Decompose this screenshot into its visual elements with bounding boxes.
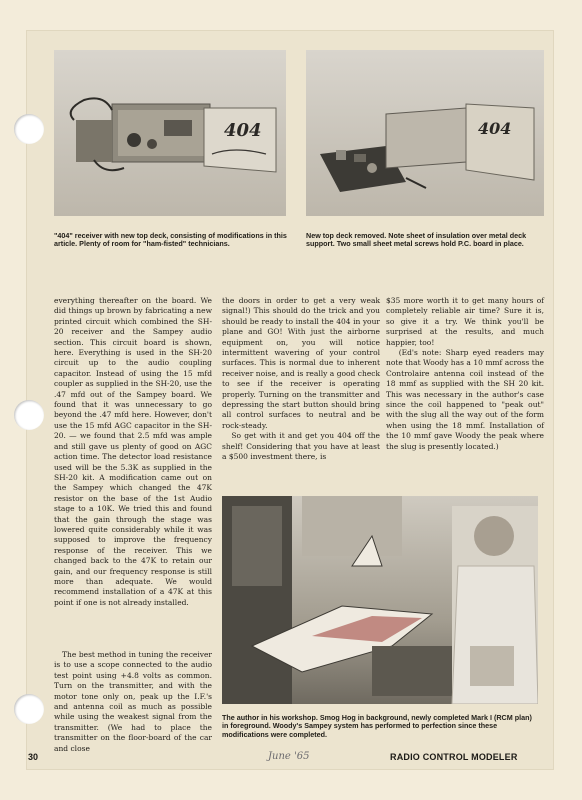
- caption-workshop: The author in his workshop. Smog Hog in background, newly completed Mark I (RCM plan) in foreground. Woody's Sampey system has performed to perfection since these modifications were completed.: [222, 713, 532, 739]
- magazine-page: [26, 30, 554, 770]
- article-column-1-bottom: The best method in tuning the receiver is to use a scope connected to the audio test point using +4.8 volts as common. Turn on the transmitter, and with the motor tone only on, peak up the I.F.'s and antenna coil as much as possible while using the weakest signal from the transmitter. (We had to place the transmitter on the floor-board of the car and close: [54, 650, 215, 753]
- unit-label-left: 404: [224, 120, 262, 141]
- magazine-name: RADIO CONTROL MODELER: [390, 752, 518, 762]
- handwritten-date: June '65: [268, 751, 310, 762]
- deck-illustration: [306, 50, 544, 216]
- workshop-illustration: [222, 496, 538, 704]
- article-column-1-top: everything thereafter on the board. We did things up brown by fabricating a new printed circuit which combined the SH-20 receiver and the Sampey audio section. This circuit board is shown, here. Everything is used in the SH-20 circuit up to the audio coupling capacitor. Instead of using the 15 mfd coupler as supplied in the SH-20, use the .47 mfd out of the Sampey board. We found that it was unnecessary to go beyond the .47 mfd here. However, don't use the 15 mfd AGC capacitor in the SH-20. — we found that 2.5 mfd was ample and still gave us plenty of good on AGC action time. The detector load resistance used will be the 5.3K as supplied in the SH-20 kit. A modification came out on the Sampey which changed the 47K resistor on the base of the 1st Audio stage to a 10K. We tried this and found that the gain through the stage was lowered quite considerably while it was supposed to improve the frequency response of the receiver. This we changed back to the 47K to retain our gain, and our frequency response is still more than adequate. We would recommend installation of a 47K at this point if one is not already installed.: [54, 296, 215, 607]
- photo-top-deck-removed: [306, 50, 544, 216]
- binder-hole-middle: [14, 400, 44, 430]
- caption-top-right: New top deck removed. Note sheet of insulation over metal deck support. Two small sheet metal screws hold P.C. board in place.: [306, 231, 527, 249]
- unit-label-right: 404: [478, 119, 512, 138]
- photo-author-workshop: [222, 496, 538, 704]
- receiver-illustration: [54, 50, 286, 216]
- article-column-3: $35 more worth it to get many hours of completely reliable air time? Sure it is, so give it a try. We think you'll be surprised at the results, and much happier, too! (Ed's note: Sharp eyed readers may note that Woody has a 10 mmf across the Controlaire antenna coil instead of the 18 mmf as supplied with the SH 20 kit. This was necessary in the author's case since the coil happened to "peak out" with the slug all the way out of the form when using the 18 mmf. Installation of the 10 mmf gave Woody the peak where the slug is presently located.): [386, 296, 544, 451]
- article-column-2: the doors in order to get a very weak signal!) This should do the trick and you should be ready to install the 404 in your plane and GO! With just the airborne equipment on, you will notice intermittent wavering of your control surfaces. This is normal due to inherent receiver noise, and is really a good check to see if the receiver is operating properly. Turning on the transmitter and depressing the start button should bring all control surfaces to neutral and be rock-steady. So get with it and get you 404 off the shelf! Considering that you have at least a $500 investment there, is: [222, 296, 380, 462]
- binder-hole-bottom: [14, 694, 44, 724]
- caption-top-left: "404" receiver with new top deck, consisting of modifications in this article. Plenty of room for "ham-fisted" technicians.: [54, 231, 287, 249]
- page-number: 30: [28, 752, 39, 762]
- binder-hole-top: [14, 114, 44, 144]
- photo-receiver-with-top-deck: [54, 50, 286, 216]
